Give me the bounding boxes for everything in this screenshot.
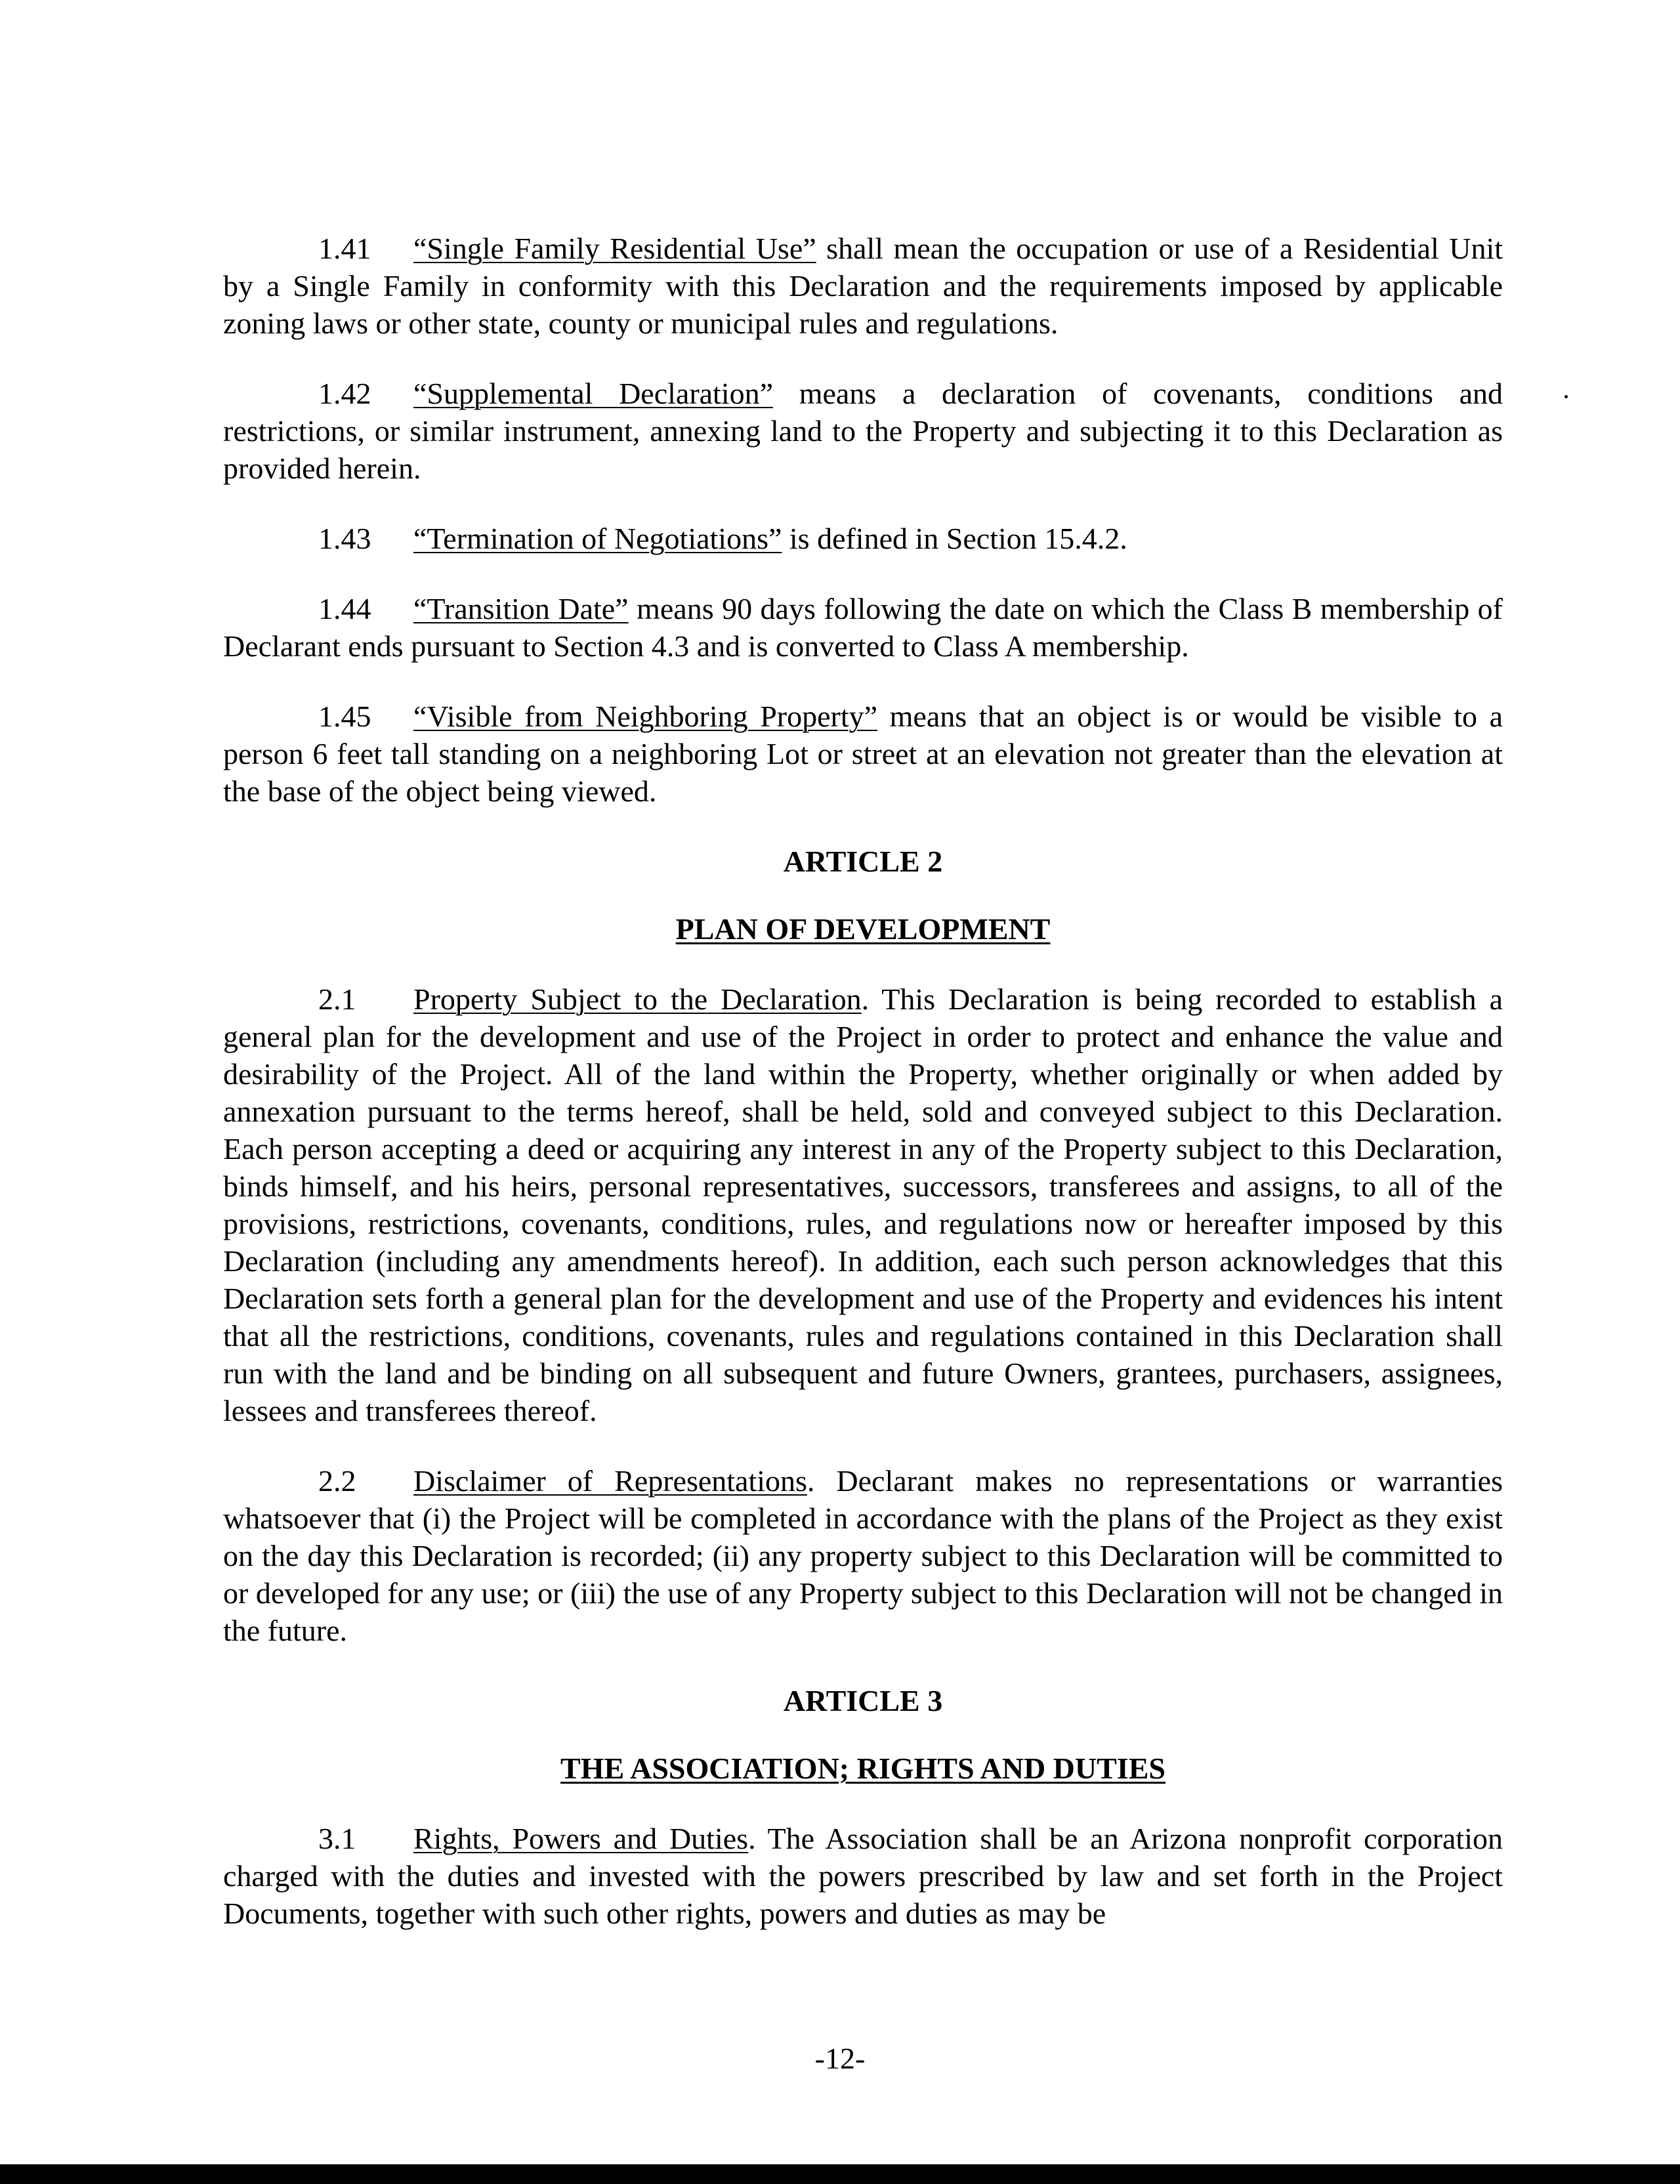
defined-term: “Termination of Negotiations” bbox=[413, 522, 782, 555]
section-number: 2.1 bbox=[318, 982, 356, 1016]
section-text: means 90 days following the date on which the Class B membership of Declarant ends pursuant to Section 4.3 and is converted to Class A membership. bbox=[223, 592, 1503, 663]
section-text: . This Declaration is being recorded to establish a general plan for the development and use of the Project in order to protect and enhance the value and desirability of the Project. All of the land within the Property, whether originally or when added by annexation pursuant to the terms hereof, shall be held, sold and conveyed subject to this Declaration. Each person accepting a deed or acquiring any interest in any of the Property subject to this Declaration, binds himself, and his heirs, personal representatives, successors, transferees and assigns, to all of the provisions, restrictions, covenants, conditions, rules, and regulations now or hereafter imposed by this Declaration (including any amendments hereof). In addition, each such person acknowledges that this Declaration sets forth a general plan for the development and use of the Property and evidences his intent that all the restrictions, conditions, covenants, rules and regulations contained in this Declaration shall run with the land and be binding on all subsequent and future Owners, grantees, purchasers, assignees, lessees and transferees thereof. bbox=[223, 982, 1503, 1427]
section-heading: Property Subject to the Declaration bbox=[413, 982, 862, 1016]
section-number: 2.2 bbox=[318, 1464, 356, 1498]
section-number: 1.42 bbox=[318, 377, 371, 410]
section-number: 1.44 bbox=[318, 592, 371, 625]
scan-border bbox=[0, 2164, 1680, 2184]
article-2-heading: ARTICLE 2 bbox=[783, 845, 943, 878]
section-number: 1.45 bbox=[318, 700, 371, 733]
section-heading: Rights, Powers and Duties bbox=[413, 1822, 749, 1855]
article-3-title: THE ASSOCIATION; RIGHTS AND DUTIES bbox=[560, 1752, 1166, 1785]
section-number: 1.43 bbox=[318, 522, 371, 555]
section-text: shall mean the occupation or use of a Residential Unit by a Single Family in conformity with this Declaration and the requirements imposed by applicable zoning laws or other state, county or municipal rules and regulations. bbox=[223, 232, 1503, 340]
section-text: . The Association shall be an Arizona nonprofit corporation charged with the duties and invested with the powers prescribed by law and set forth in the Project Documents, together with such other rights, powers and duties as may be bbox=[223, 1822, 1503, 1930]
section-1-41 bbox=[223, 230, 1503, 342]
defined-term: “Single Family Residential Use” bbox=[413, 232, 816, 265]
section-1-43 bbox=[223, 520, 1503, 557]
section-number: 3.1 bbox=[318, 1822, 356, 1855]
section-number: 1.41 bbox=[318, 232, 371, 265]
section-1-44 bbox=[223, 590, 1503, 665]
page-number: -12- bbox=[814, 2042, 866, 2075]
section-2-2 bbox=[223, 1462, 1503, 1649]
section-text: means a declaration of covenants, conditions and restrictions, or similar instrument, annexing land to the Property and subjecting it to this Declaration as provided herein. bbox=[223, 377, 1503, 485]
section-text: is defined in Section 15.4.2. bbox=[782, 522, 1127, 555]
section-text: . Declarant makes no representations or warranties whatsoever that (i) the Project will be completed in accordance with the plans of the Project as they exist on the day this Declaration is recorded; (ii) any property subject to this Declaration will be committed to or developed for any use; or (iii) the use of any Property subject to this Declaration will not be changed in the future. bbox=[223, 1464, 1503, 1647]
article-2-title: PLAN OF DEVELOPMENT bbox=[675, 912, 1051, 946]
article-3-heading: ARTICLE 3 bbox=[783, 1684, 943, 1717]
section-text: means that an object is or would be visible to a person 6 feet tall standing on a neighboring Lot or street at an elevation not greater than the elevation at the base of the object being viewed. bbox=[223, 700, 1503, 808]
defined-term: “Transition Date” bbox=[413, 592, 629, 625]
scan-speck bbox=[1564, 395, 1568, 398]
defined-term: “Visible from Neighboring Property” bbox=[413, 700, 878, 733]
section-heading: Disclaimer of Representations bbox=[413, 1464, 807, 1498]
section-3-1 bbox=[223, 1820, 1503, 1932]
defined-term: “Supplemental Declaration” bbox=[413, 377, 774, 410]
page-body bbox=[223, 230, 1503, 1965]
section-2-1 bbox=[223, 980, 1503, 1429]
section-1-45 bbox=[223, 698, 1503, 810]
section-1-42 bbox=[223, 375, 1503, 487]
